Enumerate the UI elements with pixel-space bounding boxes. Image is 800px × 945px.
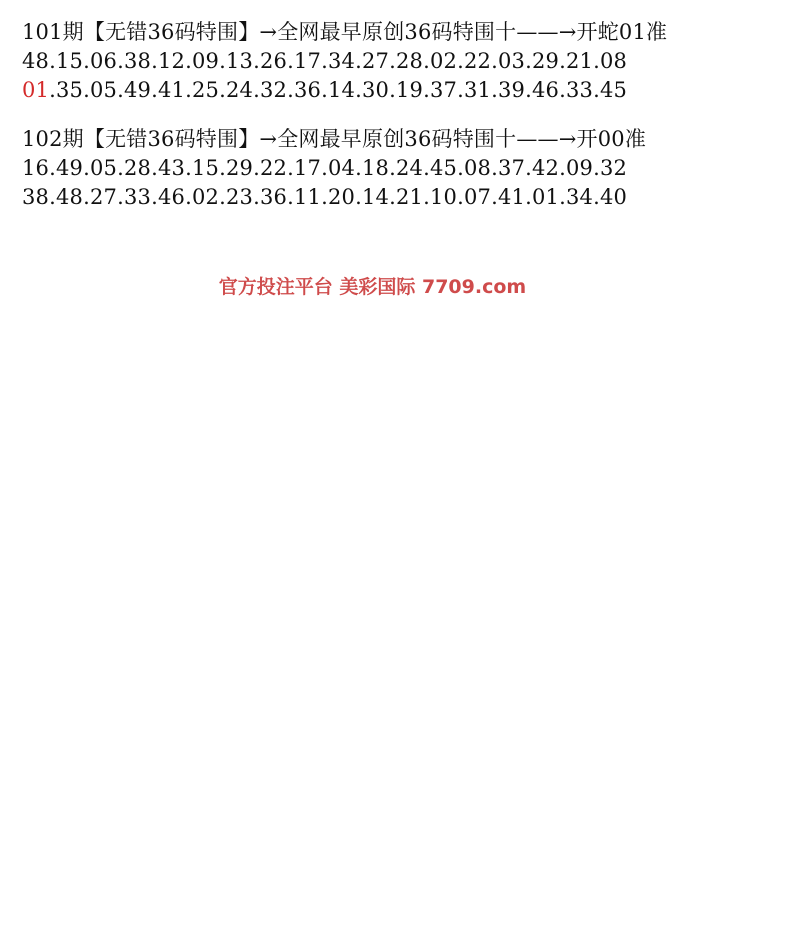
issue-101-block [22, 18, 792, 105]
prediction-content [22, 18, 792, 232]
winning-number-highlight: 01 [22, 78, 50, 102]
issue-101-header: 101期【无错36码特围】→全网最早原创36码特围十——→开蛇01准 [22, 20, 668, 44]
issue-102-block [22, 125, 792, 212]
issue-102-numbers-row-2: 38.48.27.33.46.02.23.36.11.20.14.21.10.07.41.01.34.40 [22, 185, 628, 209]
issue-101-numbers-row-2 [22, 76, 792, 105]
issue-102-header: 102期【无错36码特围】→全网最早原创36码特围十——→开00准 [22, 127, 647, 151]
issue-102-numbers-row-1: 16.49.05.28.43.15.29.22.17.04.18.24.45.08.37.42.09.32 [22, 156, 628, 180]
footer-promo-link[interactable]: 官方投注平台 美彩国际 7709.com [218, 276, 527, 298]
issue-101-numbers-row-2-rest: .35.05.49.41.25.24.32.36.14.30.19.37.31.39.46.33.45 [49, 78, 628, 102]
issue-101-numbers-row-1: 48.15.06.38.12.09.13.26.17.34.27.28.02.22.03.29.21.08 [22, 49, 628, 73]
